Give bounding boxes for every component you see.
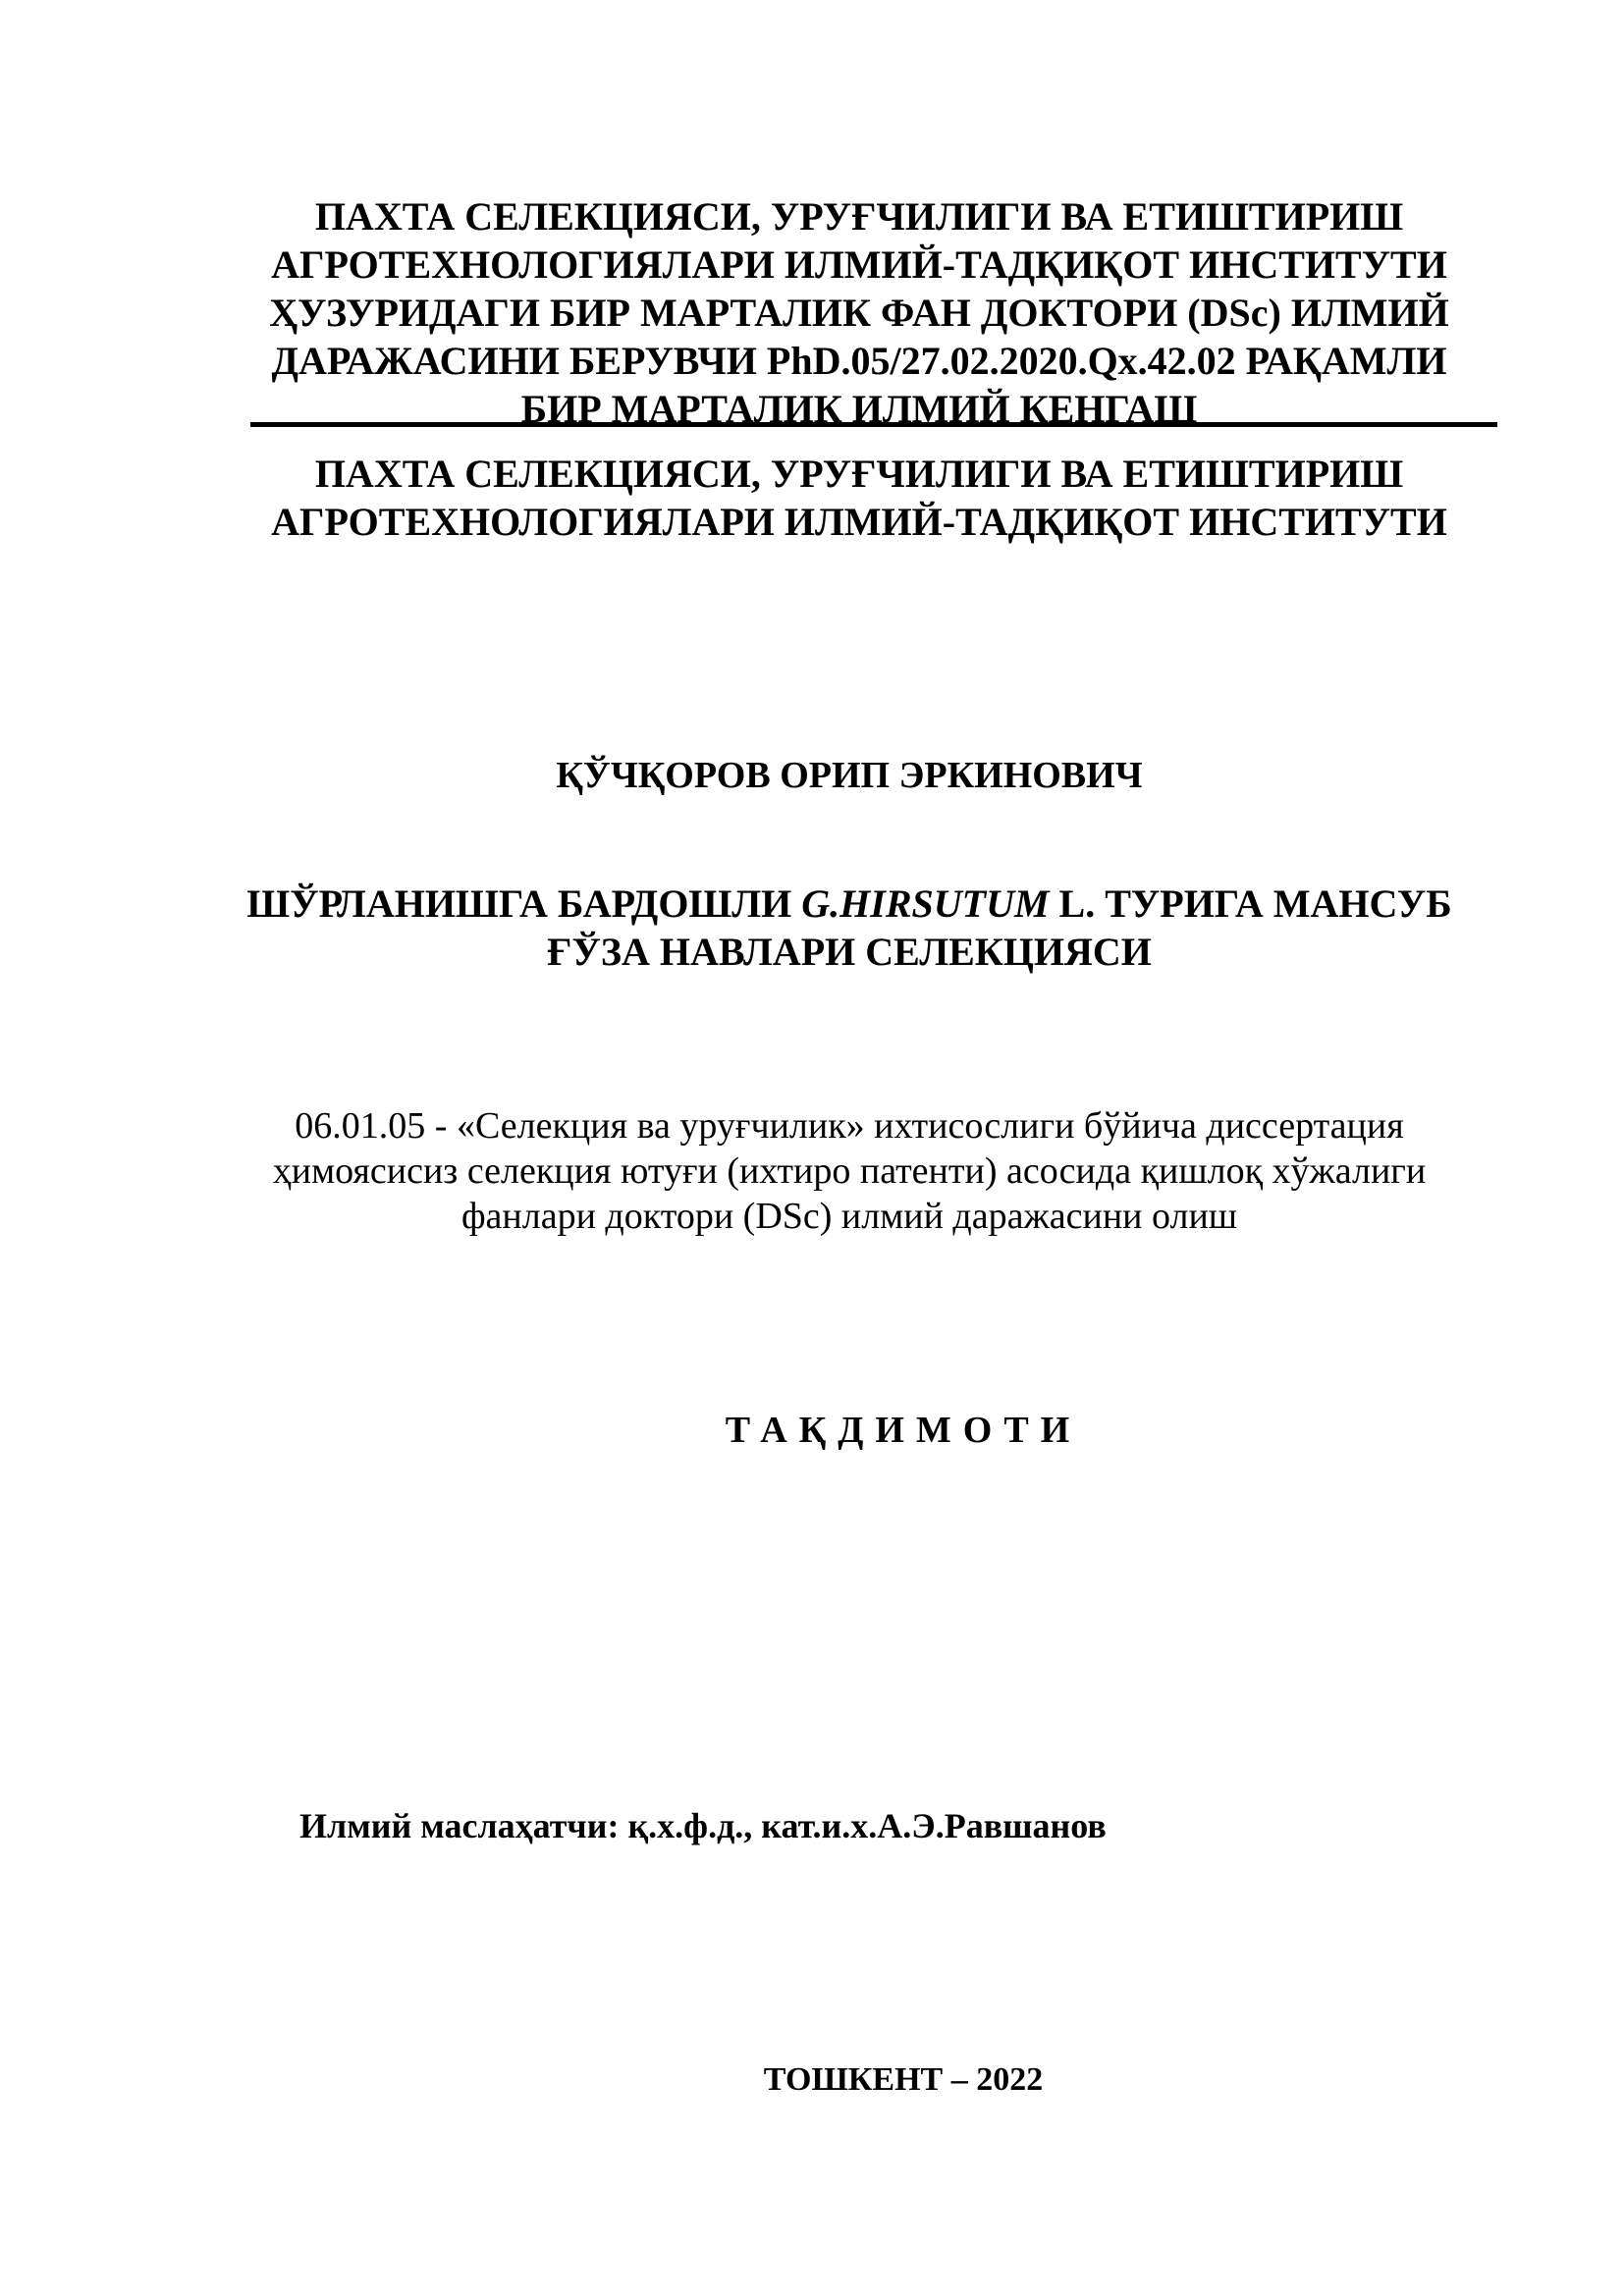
specialty-line-2: ҳимоясисиз селекция ютуғи (ихтиро патенти) асосида қишлоқ хўжалиги — [272, 1150, 1427, 1192]
institute-name — [250, 450, 1468, 546]
title-line-1 — [236, 880, 1463, 928]
author-name: ҚЎЧҚОРОВ ОРИП ЭРКИНОВИЧ — [556, 755, 1143, 796]
council-line-5: БИР МАРТАЛИК ИЛМИЙ КЕНГАШ — [520, 387, 1198, 431]
specialty-line-1: 06.01.05 - «Селекция ва уруғчилик» ихтисослиги бўйича диссертация — [295, 1105, 1404, 1147]
dissertation-title — [236, 880, 1463, 976]
council-line-1: ПАХТА СЕЛЕКЦИЯСИ, УРУҒЧИЛИГИ ВА ЕТИШТИРИШ — [314, 194, 1404, 239]
council-line-4: ДАРАЖАСИНИ БЕРУВЧИ PhD.05/27.02.2020.Qx.42.02 РАҚАМЛИ — [271, 339, 1447, 383]
place-and-year: ТОШКЕНТ – 2022 — [763, 2061, 1044, 2098]
council-line-3: ҲУЗУРИДАГИ БИР МАРТАЛИК ФАН ДОКТОРИ (DSc) ИЛМИЙ — [269, 291, 1449, 335]
title-line-1-start: ШЎРЛАНИШГА БАРДОШЛИ — [246, 881, 802, 926]
institute-line-2: АГРОТЕХНОЛОГИЯЛАРИ ИЛМИЙ-ТАДҚИҚОТ ИНСТИТУТИ — [271, 500, 1447, 544]
presentation-label: ТАҚДИМОТИ — [725, 1410, 1082, 1451]
specialty-line-3: фанлари доктори (DSc) илмий даражасини олиш — [460, 1196, 1238, 1237]
council-line-2: АГРОТЕХНОЛОГИЯЛАРИ ИЛМИЙ-ТАДҚИҚОТ ИНСТИТУТИ — [271, 242, 1447, 287]
title-line-1-end: L. ТУРИГА МАНСУБ — [1049, 881, 1452, 926]
header-divider — [250, 422, 1497, 427]
title-line-2: ҒЎЗА НАВЛАРИ СЕЛЕКЦИЯСИ — [547, 930, 1152, 974]
council-header — [250, 192, 1468, 433]
species-name: G.HIRSUTUM — [801, 881, 1050, 926]
specialty-description — [236, 1103, 1463, 1239]
scientific-advisor: Илмий маслаҳатчи: қ.х.ф.д., кат.и.х.А.Э.Равшанов — [299, 1806, 1107, 1845]
institute-line-1: ПАХТА СЕЛЕКЦИЯСИ, УРУҒЧИЛИГИ ВА ЕТИШТИРИШ — [314, 452, 1404, 496]
